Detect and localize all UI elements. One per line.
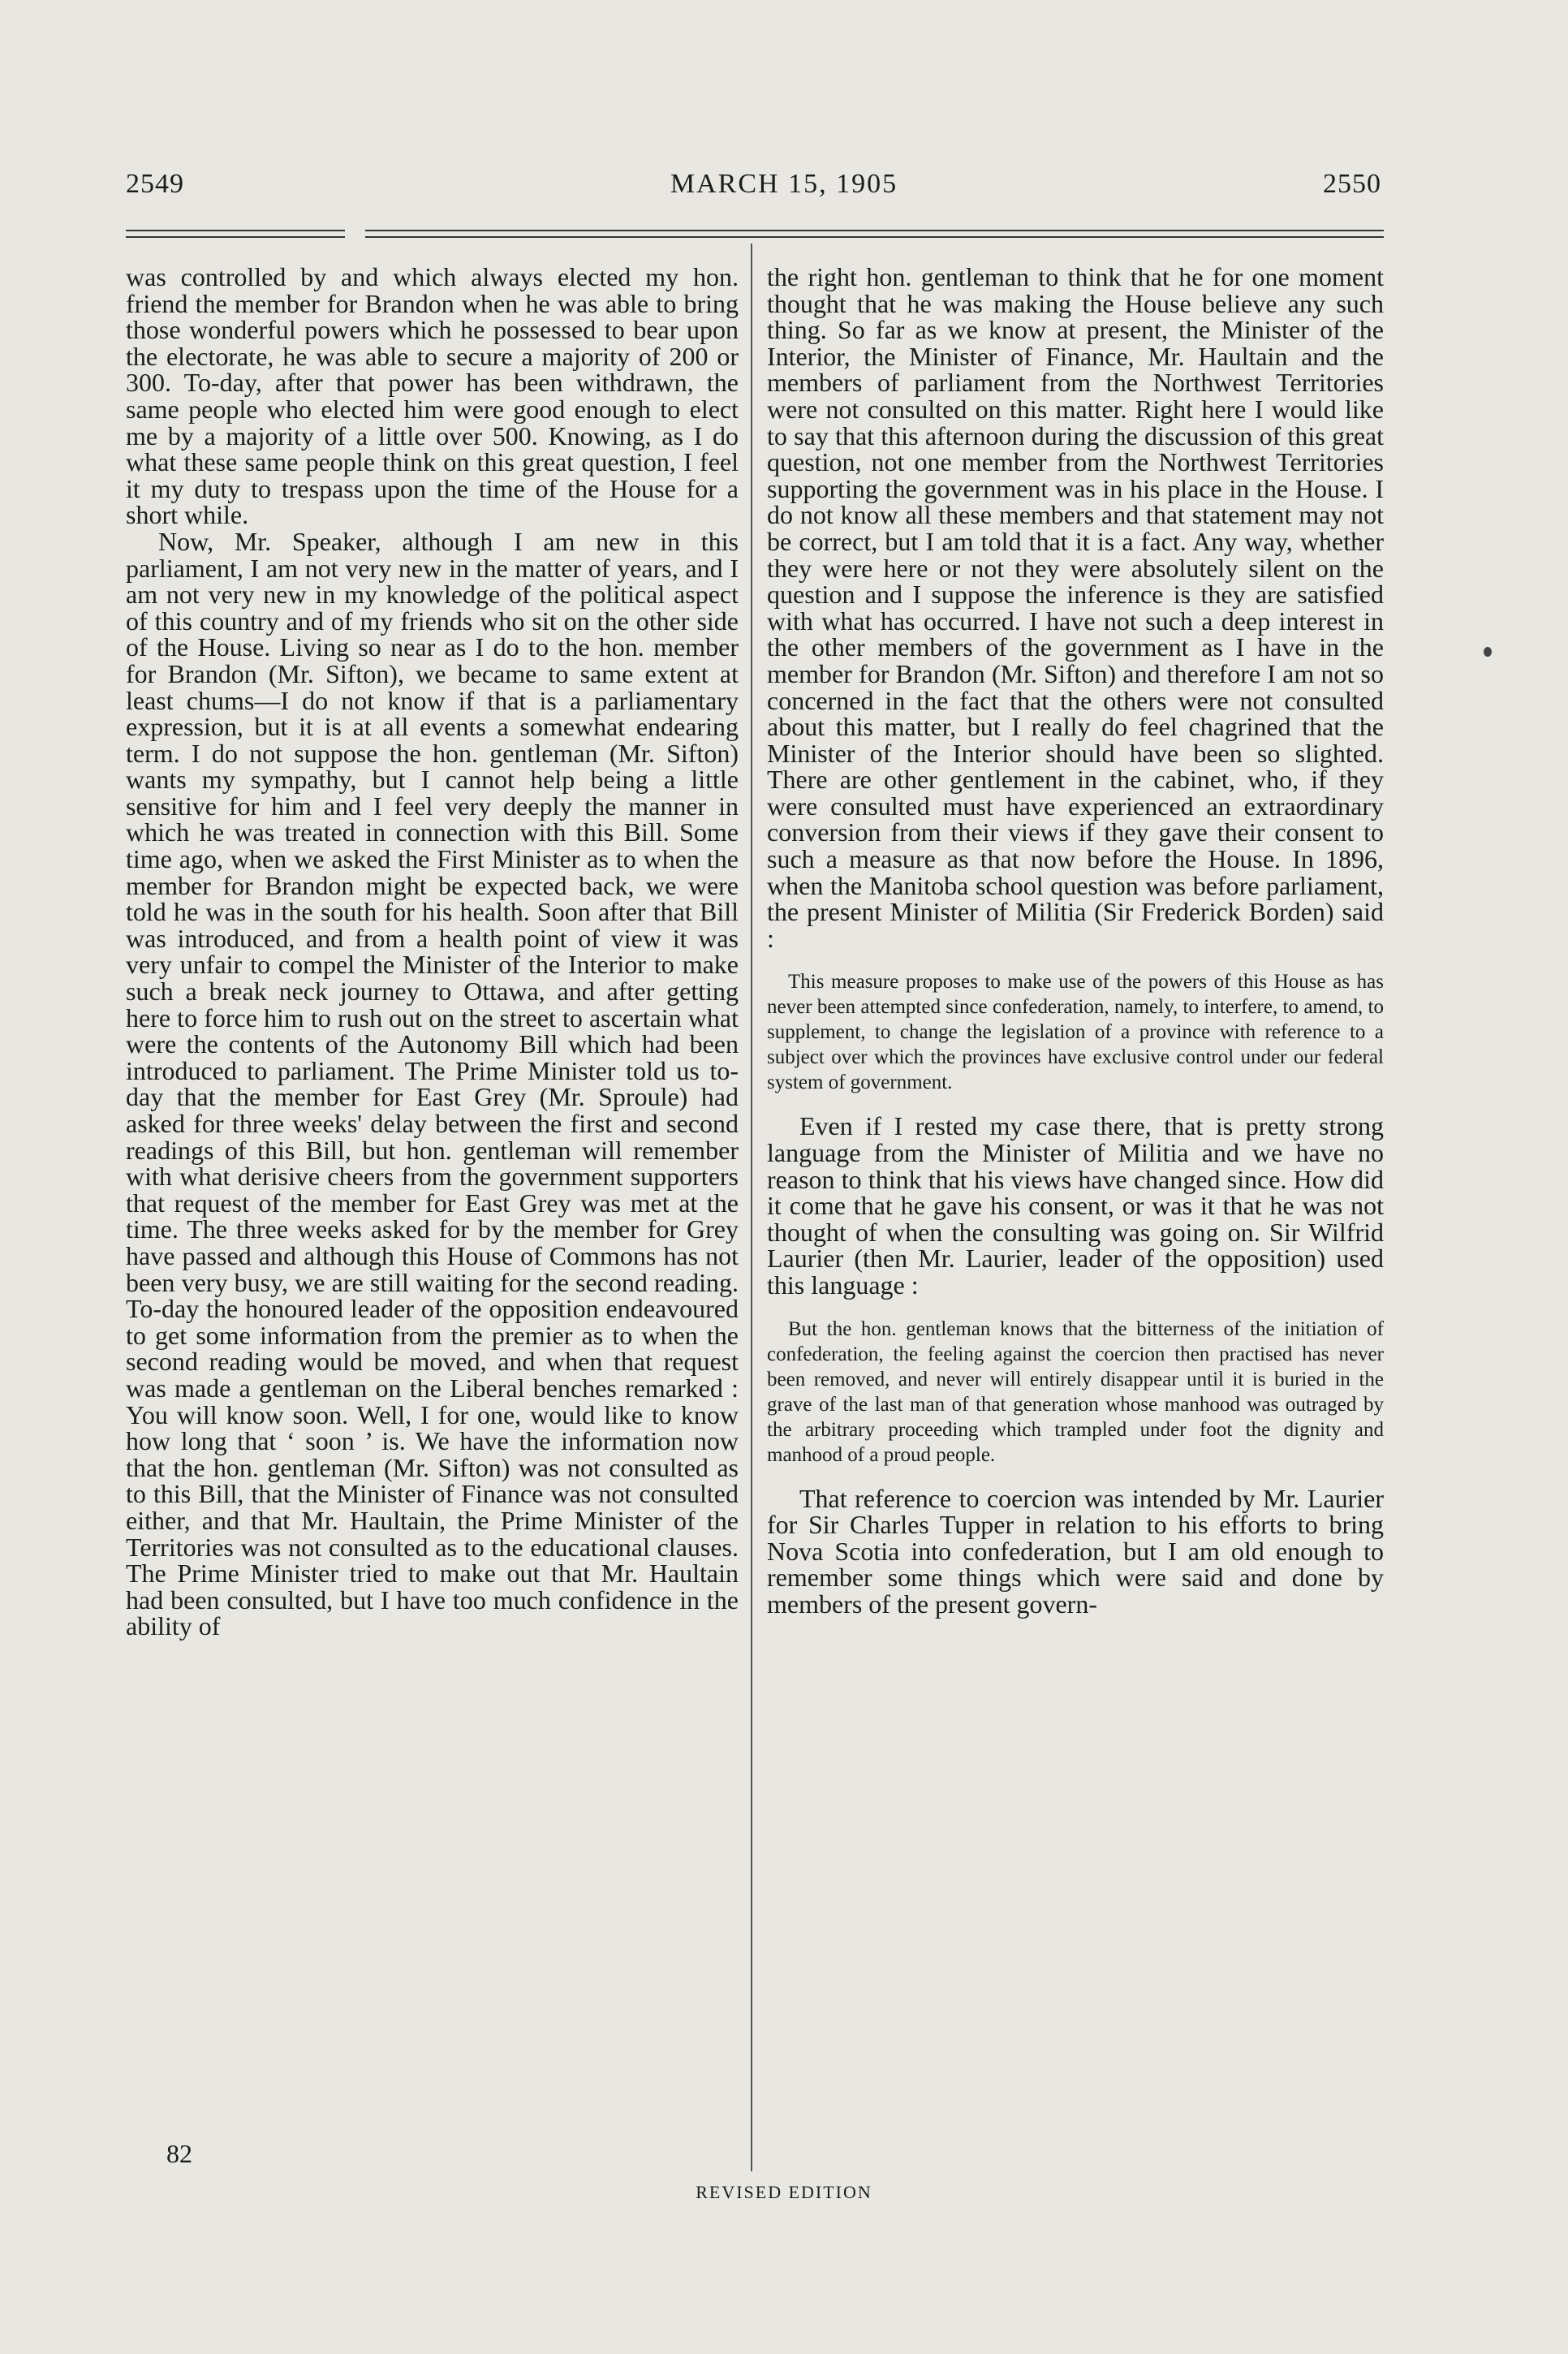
right-column — [767, 264, 1384, 1618]
header-rule — [126, 236, 345, 238]
header-rule — [365, 230, 1384, 231]
block-quote: But the hon. gentleman knows that the bitterness of the initiation of confederation, the feeling against the coercion then practised has never been removed, and never will entirely disappear until it is buried in the grave of the last man of that generation whose manhood was outraged by the arbitrary proceeding which trampled under foot the dignity and manhood of a proud people. — [767, 1317, 1384, 1466]
block-quote: This measure proposes to make use of the powers of this House as has never been attempted since confederation, namely, to interfere, to amend, to supplement, to change the legislation of a province with reference to a subject over which the provinces have exclusive control under our federal system of government. — [767, 971, 1384, 1094]
page-date-header: MARCH 15, 1905 — [670, 169, 898, 199]
edition-footer: REVISED EDITION — [696, 2182, 872, 2202]
left-page-number: 2549 — [126, 169, 184, 199]
right-page-number: 2550 — [1323, 169, 1381, 199]
body-paragraph: Even if I rested my case there, that is pretty strong language from the Minister of Militia and we have no reason to think that his views have changed since. How did it come that he gave his consent, or was it that he was not thought of when the consulting was going on. Sir Wilfrid Laurier (then Mr. Laurier, leader of the opposition) used this language : — [767, 1111, 1384, 1300]
body-paragraph: That reference to coercion was intended by Mr. Laurier for Sir Charles Tupper in relation to his efforts to bring Nova Scotia into confederation, but I am old enough to remember some things which were said and done by members of the present govern- — [767, 1483, 1384, 1619]
left-column — [126, 264, 739, 1640]
header-rule — [365, 236, 1384, 238]
signature-folio: 82 — [166, 2139, 192, 2168]
body-paragraph: was controlled by and which always elected my hon. friend the member for Brandon when he was able to bring those wonderful powers which he possessed to bear upon the electorate, he was able to secure a majority of 200 or 300. To-day, after that power has been withdrawn, the same people who elected him were good enough to elect me by a majority of a little over 500. Knowing, as I do what these same people think on this great question, I feel it my duty to trespass upon the time of the House for a short while. — [126, 262, 739, 530]
margin-ink-spot — [1484, 647, 1492, 657]
body-paragraph: the right hon. gentleman to think that he for one moment thought that he was making the House believe any such thing. So far as we know at present, the Minister of the Interior, the Minister of Finance, Mr. Haultain and the members of parliament from the Northwest Territories were not consulted on this matter. Right here I would like to say that this afternoon during the discussion of this great question, not one member from the Northwest Territories supporting the government was in his place in the House. I do not know all these members and that statement may not be correct, but I am told that it is a fact. Any way, whether they were here or not they were absolutely silent on the question and I suppose the inference is they are satisfied with what has occurred. I have not such a deep interest in the other members of the government as I have in the member for Brandon (Mr. Sifton) and therefore I am not so concerned in the fact that the others were not consulted about this matter, but I really do feel chagrined that the Minister of the Interior should have been so slighted. There are other gentlement in the cabinet, who, if they were consulted must have experienced an extraordinary conversion from their views if they gave their consent to such a measure as that now before the House. In 1896, when the Manitoba school question was before parliament, the present Minister of Militia (Sir Frederick Borden) said : — [767, 262, 1384, 953]
body-paragraph: Now, Mr. Speaker, although I am new in this parliament, I am not very new in the matter of years, and I am not very new in my knowledge of the political aspect of this country and of my friends who sit on the other side of the House. Living so near as I do to the hon. member for Brandon (Mr. Sifton), we became to same extent at least chums—I do not know if that is a parliamentary expression, but it is at all events a somewhat endearing term. I do not suppose the hon. gentleman (Mr. Sifton) wants my sympathy, but I cannot help being a little sensitive for him and I feel very deeply the manner in which he was treated in connection with this Bill. Some time ago, when we asked the First Minister as to when the member for Brandon might be expected back, we were told he was in the south for his health. Soon after that Bill was introduced, and from a health point of view it was very unfair to compel the Minister of the Interior to make such a break neck journey to Ottawa, and after getting here to force him to rush out on the street to ascertain what were the contents of the Autonomy Bill which had been introduced to parliament. The Prime Minister told us to-day that the member for East Grey (Mr. Sproule) had asked for three weeks' delay between the first and second readings of this Bill, but hon. gentleman will remember with what derisive cheers from the government supporters that request of the member for East Grey was met at the time. The three weeks asked for by the member for Grey have passed and although this House of Commons has not been very busy, we are still waiting for the second reading. To-day the honoured leader of the opposition endeavoured to get some information from the premier as to when the second reading would be moved, and when that request was made a gentleman on the Liberal benches remarked : You will know soon. Well, I for one, would like to know how long that ‘ soon ’ is. We have the information now that the hon. gentleman (Mr. Sifton) was not consulted as to this Bill, that the Minister of Finance was not consulted either, and that Mr. Haultain, the Prime Minister of the Territories was not consulted as to the educational clauses. The Prime Minister tried to make out that Mr. Haultain had been consulted, but I have too much confidence in the ability of — [126, 526, 739, 1641]
column-divider — [751, 244, 752, 2171]
header-rule — [126, 230, 345, 231]
